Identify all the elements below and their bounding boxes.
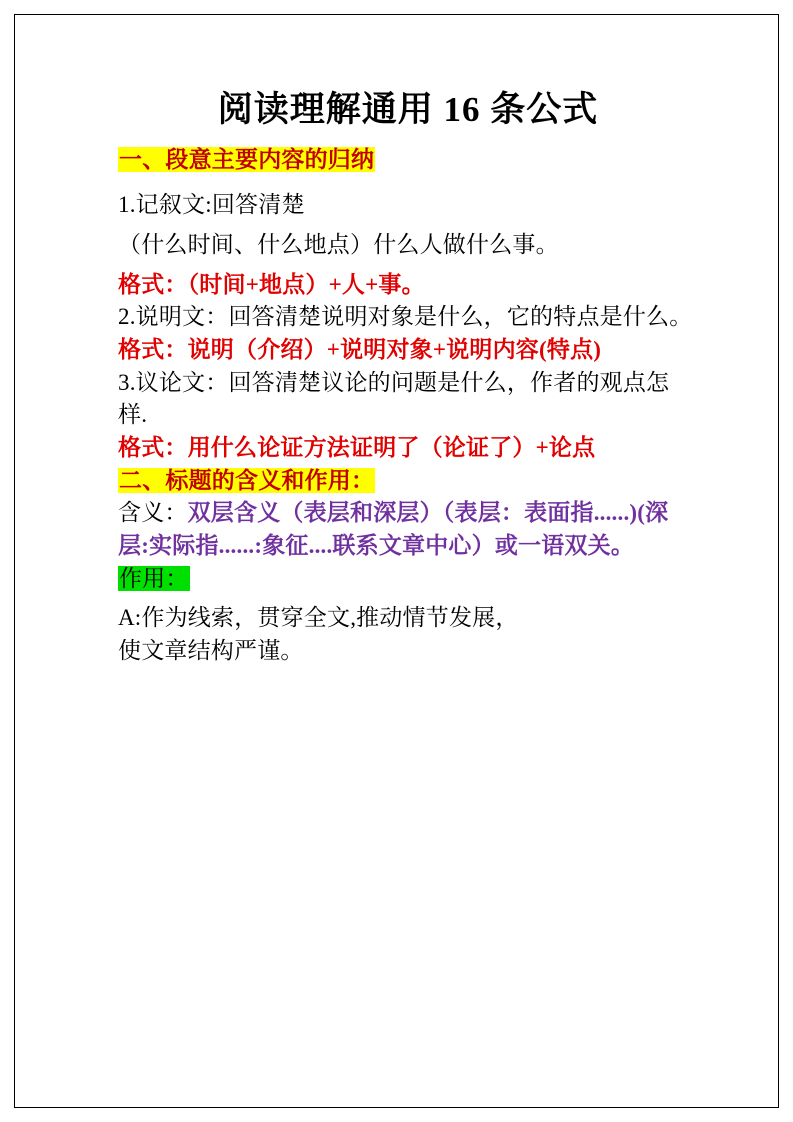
page-title: 阅读理解通用 16 条公式 — [217, 90, 599, 129]
spacer — [118, 595, 698, 602]
section-1-block-0: 1.记叙文:回答清楚 — [118, 192, 305, 218]
section-heading-2 — [118, 465, 698, 498]
section-heading-2-text: 二、标题的含义和作用： — [119, 467, 375, 493]
section-2-block-3: 使文章结构严谨。 — [118, 637, 304, 663]
section-2-block-2: A:作为线索，贯穿全文,推动情节发展， — [118, 605, 519, 631]
section-heading-1 — [118, 144, 698, 177]
spacer — [118, 222, 698, 229]
section-2-block-0-label: 含义： — [118, 500, 188, 526]
section-2-block-0 — [118, 497, 698, 562]
section-1-block-4: 格式：说明（介绍）+说明对象+说明内容(特点) — [118, 337, 602, 363]
spacer — [118, 262, 698, 269]
section-2-block-1 — [118, 563, 698, 596]
section-1-block-2: 格式：（时间+地点）+人+事。 — [118, 271, 425, 297]
section-1-block-1: （什么时间、什么地点）什么人做什么事。 — [118, 232, 559, 258]
section-2-block-0-body: 双层含义（表层和深层）（表层：表面指......)(深层:实际指......:象征....联系文章中心）或一语双关。 — [118, 500, 669, 558]
section-1-block-5: 3.议论文：回答清楚议论的问题是什么，作者的观点怎样. — [118, 369, 670, 428]
section-1-block-3: 2.说明文：回答清楚说明对象是什么，它的特点是什么。 — [118, 304, 693, 330]
section-heading-1-text: 一、段意主要内容的归纳 — [119, 146, 375, 172]
spacer — [118, 176, 698, 189]
section-1-block-6: 格式：用什么论证方法证明了（论证了）+论点 — [118, 435, 596, 460]
section-2-subheading-text: 作用： — [119, 565, 189, 591]
